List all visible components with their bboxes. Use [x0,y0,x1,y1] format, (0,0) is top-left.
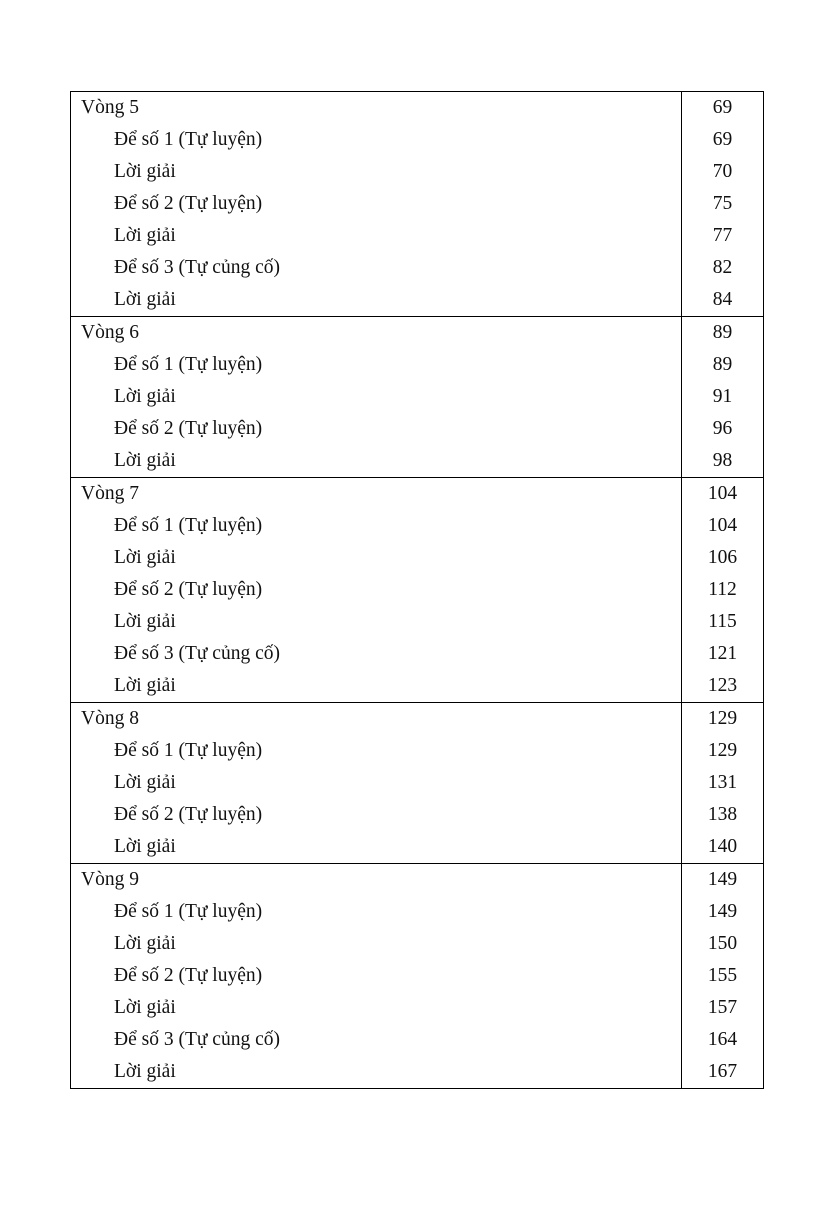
toc-entry-row [71,767,764,799]
toc-entry-row [71,1024,764,1056]
toc-entry-row [71,510,764,542]
toc-page-number: 69 [682,92,764,125]
toc-section-row [71,703,764,736]
toc-entry-row [71,831,764,864]
toc-entry-title: Để số 1 (Tự luyện) [71,124,682,156]
toc-page-number: 149 [682,896,764,928]
toc-entry-row [71,928,764,960]
toc-entry-title: Để số 2 (Tự luyện) [71,960,682,992]
toc-page-number: 104 [682,510,764,542]
toc-entry-row [71,960,764,992]
toc-entry-title: Lời giải [71,284,682,317]
toc-page-number: 89 [682,317,764,350]
toc-page-number: 106 [682,542,764,574]
toc-page-number: 70 [682,156,764,188]
toc-page-number: 104 [682,478,764,511]
toc-entry-row [71,124,764,156]
toc-entry-title: Để số 1 (Tự luyện) [71,896,682,928]
toc-section-row [71,317,764,350]
toc-page-number: 121 [682,638,764,670]
toc-page-number: 155 [682,960,764,992]
toc-entry-title: Lời giải [71,606,682,638]
toc-entry-title: Để số 1 (Tự luyện) [71,349,682,381]
toc-page-number: 89 [682,349,764,381]
toc-entry-row [71,992,764,1024]
toc-entry-row [71,284,764,317]
toc-entry-row [71,606,764,638]
toc-page-number: 140 [682,831,764,864]
toc-entry-title: Để số 3 (Tự củng cố) [71,1024,682,1056]
toc-body [71,92,764,1089]
toc-page-number: 112 [682,574,764,606]
toc-section-title: Vòng 9 [71,864,682,897]
toc-page-number: 82 [682,252,764,284]
toc-entry-row [71,413,764,445]
toc-entry-title: Để số 1 (Tự luyện) [71,735,682,767]
toc-entry-title: Lời giải [71,445,682,478]
toc-entry-row [71,188,764,220]
toc-page-number: 84 [682,284,764,317]
toc-entry-title: Lời giải [71,831,682,864]
toc-page-number: 75 [682,188,764,220]
toc-entry-title: Lời giải [71,767,682,799]
toc-entry-title: Để số 3 (Tự củng cố) [71,252,682,284]
toc-entry-row [71,735,764,767]
toc-entry-row [71,896,764,928]
toc-entry-row [71,670,764,703]
toc-section-row [71,864,764,897]
toc-page-number: 164 [682,1024,764,1056]
toc-entry-row [71,574,764,606]
toc-page-number: 69 [682,124,764,156]
toc-entry-title: Lời giải [71,928,682,960]
toc-page-number: 131 [682,767,764,799]
toc-entry-row [71,1056,764,1089]
toc-entry-title: Lời giải [71,156,682,188]
toc-page-number: 129 [682,703,764,736]
toc-entry-row [71,156,764,188]
toc-entry-row [71,638,764,670]
toc-page-number: 96 [682,413,764,445]
toc-entry-row [71,220,764,252]
toc-entry-row [71,542,764,574]
toc-entry-title: Lời giải [71,1056,682,1089]
toc-page-number: 115 [682,606,764,638]
toc-section-title: Vòng 8 [71,703,682,736]
toc-entry-row [71,349,764,381]
toc-entry-title: Lời giải [71,220,682,252]
toc-page-number: 149 [682,864,764,897]
toc-entry-title: Để số 2 (Tự luyện) [71,799,682,831]
toc-page-number: 157 [682,992,764,1024]
toc-section-title: Vòng 6 [71,317,682,350]
toc-entry-title: Lời giải [71,992,682,1024]
toc-entry-row [71,799,764,831]
toc-page-number: 167 [682,1056,764,1089]
toc-entry-row [71,445,764,478]
toc-entry-row [71,381,764,413]
toc-entry-title: Lời giải [71,381,682,413]
toc-page-number: 98 [682,445,764,478]
toc-page-number: 123 [682,670,764,703]
toc-entry-title: Để số 2 (Tự luyện) [71,188,682,220]
toc-page-number: 77 [682,220,764,252]
toc-page-number: 91 [682,381,764,413]
toc-entry-title: Để số 1 (Tự luyện) [71,510,682,542]
toc-page-number: 138 [682,799,764,831]
toc-page-number: 129 [682,735,764,767]
toc-page-number: 150 [682,928,764,960]
toc-section-title: Vòng 5 [71,92,682,125]
table-of-contents [70,91,764,1089]
toc-section-title: Vòng 7 [71,478,682,511]
toc-entry-title: Để số 3 (Tự củng cố) [71,638,682,670]
toc-entry-title: Để số 2 (Tự luyện) [71,413,682,445]
toc-entry-title: Lời giải [71,542,682,574]
toc-section-row [71,478,764,511]
toc-entry-title: Để số 2 (Tự luyện) [71,574,682,606]
toc-entry-title: Lời giải [71,670,682,703]
toc-section-row [71,92,764,125]
toc-entry-row [71,252,764,284]
